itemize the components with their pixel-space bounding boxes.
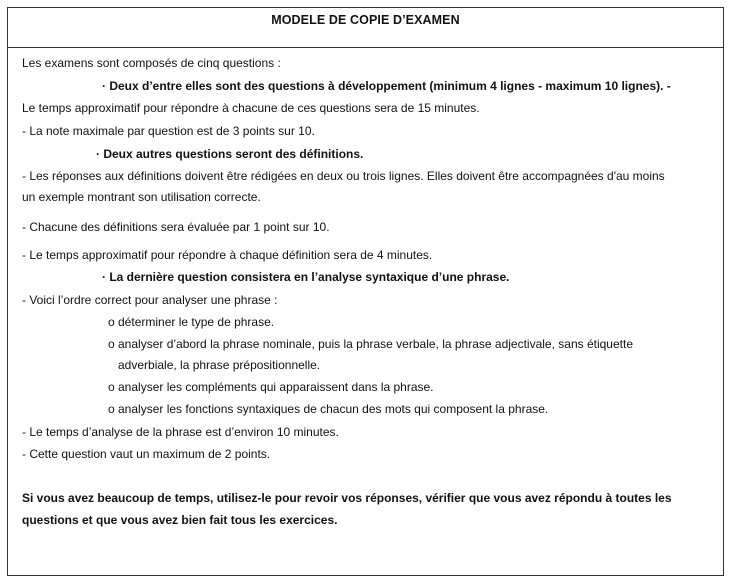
section3-line: - Cette question vaut un maximum de 2 points. [22,447,271,461]
section3-heading: · La dernière question consistera en l’analyse syntaxique d’une phrase. [102,270,510,284]
section3-step: adverbiale, la phrase prépositionnelle. [118,358,321,372]
section3-step: o analyser les compléments qui apparaissent dans la phrase. [108,380,434,394]
section3-intro: - Voici l’ordre correct pour analyser une phrase : [22,293,278,307]
section3-step: o analyser d’abord la phrase nominale, puis la phrase verbale, la phrase adjectivale, sans étiquette [108,337,633,351]
section1-line: Le temps approximatif pour répondre à chacune de ces questions sera de 15 minutes. [22,101,480,115]
document-title: MODELE DE COPIE D’EXAMEN [271,13,460,27]
intro-text: Les examens sont composés de cinq questions : [22,56,281,70]
section3-line: - Le temps d’analyse de la phrase est d’environ 10 minutes. [22,425,339,439]
section1-heading: · Deux d’entre elles sont des questions à développement (minimum 4 lignes - maximum 10 lignes). - [102,79,671,93]
section2-line: un exemple montrant son utilisation correcte. [22,190,261,204]
section2-line: - Les réponses aux définitions doivent être rédigées en deux ou trois lignes. Elles doivent être accompagnées d'au moins [22,169,665,183]
title-bar [8,8,723,48]
section3-step: o analyser les fonctions syntaxiques de chacun des mots qui composent la phrase. [108,402,549,416]
section2-line: - Chacune des définitions sera évaluée par 1 point sur 10. [22,220,330,234]
section1-line: - La note maximale par question est de 3 points sur 10. [22,124,315,138]
closing-line: questions et que vous avez bien fait tous les exercices. [22,513,338,527]
section3-step: o déterminer le type de phrase. [108,315,275,329]
exam-frame [7,7,724,576]
section2-heading: · Deux autres questions seront des définitions. [96,147,364,161]
section2-line: - Le temps approximatif pour répondre à chaque définition sera de 4 minutes. [22,248,433,262]
closing-line: Si vous avez beaucoup de temps, utilisez-le pour revoir vos réponses, vérifier que vous avez répondu à toutes les [22,491,672,505]
